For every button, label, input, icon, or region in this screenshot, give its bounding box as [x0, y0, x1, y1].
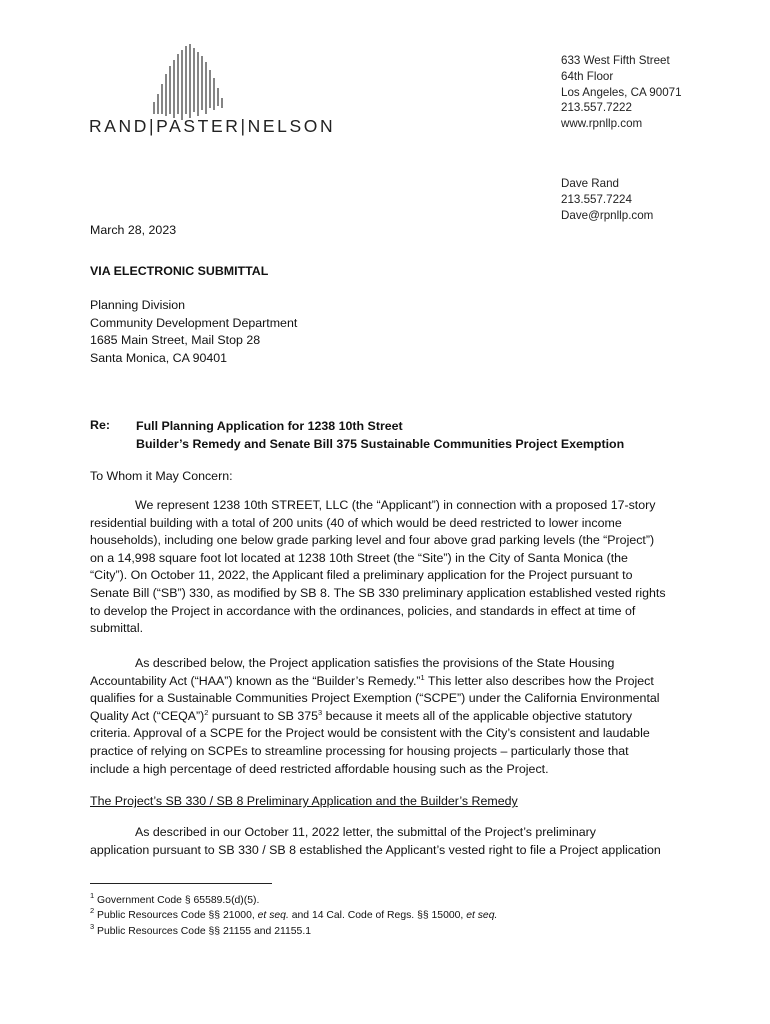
- recipient-line: Planning Division: [90, 298, 186, 312]
- author-name: Dave Rand: [561, 177, 620, 190]
- text-run: This letter also describes how the Project: [424, 673, 654, 688]
- footnote-ref-1[interactable]: 1: [420, 672, 425, 682]
- re-subject: [136, 418, 624, 453]
- text-line: criteria. Approval of a SCPE for the Project would be consistent with the City’s consistent and laudable: [90, 726, 650, 741]
- delivery-method: VIA ELECTRONIC SUBMITTAL: [90, 264, 269, 278]
- firm-address: [561, 53, 682, 132]
- author-contact: [561, 176, 653, 223]
- firm-website-link[interactable]: www.rpnllp.com: [561, 117, 643, 131]
- author-email-link[interactable]: Dave@rpnllp.com: [561, 208, 654, 222]
- footnote-italic: et seq.: [257, 910, 289, 922]
- firm-name-nelson: NELSON: [247, 116, 336, 136]
- text-line: We represent 1238 10th STREET, LLC (the “Applicant”) in connection with a proposed 17-story: [135, 498, 656, 512]
- author-phone: 213.557.7224: [561, 192, 632, 206]
- footnote-text: and 14 Cal. Code of Regs. §§ 15000,: [288, 910, 467, 922]
- recipient-line: 1685 Main Street, Mail Stop 28: [90, 333, 261, 348]
- text-run: because it meets all of the applicable objective statutory: [322, 708, 633, 723]
- firm-name: RAND|PASTER|NELSON: [89, 116, 336, 136]
- firm-name-paster: PASTER: [156, 116, 241, 136]
- footnote-ref-3[interactable]: 3: [318, 707, 323, 717]
- footnote-number: 2: [90, 906, 95, 916]
- text-line: to develop the Project in accordance with the ordinances, policies, and standards in effect at time of: [90, 603, 636, 618]
- address-line: 64th Floor: [561, 69, 614, 83]
- text-run: Quality Act (“CEQA”): [90, 708, 205, 723]
- re-line-2: Builder’s Remedy and Senate Bill 375 Sustainable Communities Project Exemption: [136, 436, 625, 451]
- text-line: practice of relying on SCPEs to streamline processing for housing projects – particularly those that: [90, 743, 629, 758]
- footnote-text: Public Resources Code §§ 21000,: [94, 910, 258, 922]
- text-run: pursuant to SB 375: [208, 708, 318, 723]
- re-label: Re:: [90, 418, 110, 432]
- text-line: As described below, the Project application satisfies the provisions of the State Housing: [135, 656, 615, 670]
- footnote-divider: [90, 883, 272, 884]
- recipient-line: Community Development Department: [90, 315, 298, 330]
- letter-date: March 28, 2023: [90, 223, 177, 237]
- firm-name-rand: RAND: [89, 116, 149, 136]
- text-line: As described in our October 11, 2022 letter, the submittal of the Project’s preliminary: [135, 825, 596, 839]
- recipient-block: [90, 297, 297, 367]
- footnote-number: 3: [90, 921, 95, 931]
- footnote-ref-2[interactable]: 2: [204, 707, 209, 717]
- section-heading: The Project’s SB 330 / SB 8 Preliminary Application and the Builder’s Remedy: [90, 794, 518, 808]
- text-line: submittal.: [90, 621, 144, 636]
- re-line-1: Full Planning Application for 1238 10th Street: [136, 419, 403, 433]
- footnote-2: [90, 908, 497, 923]
- salutation: To Whom it May Concern:: [90, 469, 233, 483]
- text-line: [90, 708, 680, 726]
- recipient-line: Santa Monica, CA 90401: [90, 350, 228, 365]
- text-line: Senate Bill (“SB”) 330, as modified by SB 8. The SB 330 preliminary application established vested rights: [90, 585, 666, 600]
- paragraph-3: [90, 824, 680, 859]
- footnote-italic: et seq.: [466, 910, 498, 922]
- text-line: “City”). On October 11, 2022, the Applicant filed a preliminary application for the Project pursuant to: [90, 568, 633, 583]
- footnote-1: [90, 893, 497, 908]
- paragraph-2: [90, 655, 680, 778]
- footnotes: [90, 893, 497, 939]
- paragraph-1: [90, 497, 680, 638]
- footnote-text: Public Resources Code §§ 21155 and 21155.1: [94, 925, 311, 937]
- address-line: 633 West Fifth Street: [561, 54, 670, 67]
- footnote-number: 1: [90, 891, 95, 900]
- text-line: on a 14,998 square foot lot located at 1238 10th Street (the “Site”) in the City of Santa Monica (the: [90, 550, 628, 565]
- text-line: qualifies for a Sustainable Communities Project Exemption (“SCPE”) under the California Environmental: [90, 691, 660, 706]
- text-line: [90, 673, 680, 691]
- text-line: households), including one below grade parking level and four above grad parking levels (the “Project”): [90, 533, 655, 548]
- text-line: residential building with a total of 200 units (40 of which would be deed restricted to lower income: [90, 515, 622, 530]
- text-line: application pursuant to SB 330 / SB 8 established the Applicant’s vested right to file a Project application: [90, 842, 661, 857]
- text-line: include a high percentage of deed restricted affordable housing such as the Project.: [90, 761, 549, 776]
- footnote-3: [90, 921, 497, 939]
- firm-phone: 213.557.7222: [561, 101, 632, 115]
- address-line: Los Angeles, CA 90071: [561, 85, 682, 99]
- footnote-text: Government Code § 65589.5(d)(5).: [94, 895, 260, 906]
- text-run: Accountability Act (“HAA”) known as the “Builder’s Remedy.”: [90, 673, 421, 688]
